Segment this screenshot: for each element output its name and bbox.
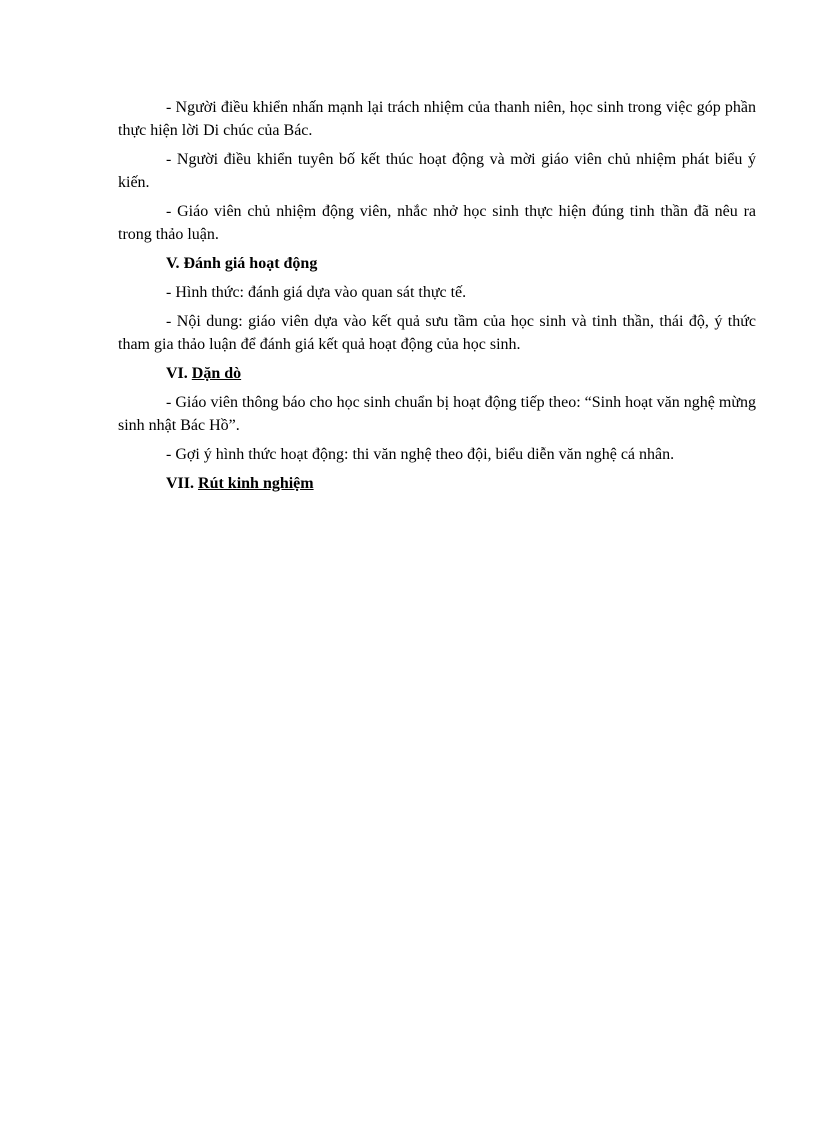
paragraph-evaluation-content: - Nội dung: giáo viên dựa vào kết quả sưu tầm của học sinh và tinh thần, thái độ, ý thức tham gia thảo luận để đánh giá kết quả hoạt động của học sinh. [118, 313, 756, 353]
section-vi-number: VI. [166, 365, 188, 382]
section-vi-heading [118, 362, 756, 385]
section-vii-heading [118, 472, 756, 495]
section-vii-number: VII. [166, 475, 195, 492]
paragraph-activity-suggestion: - Gợi ý hình thức hoạt động: thi văn nghệ theo đội, biểu diễn văn nghệ cá nhân. [166, 446, 675, 463]
paragraph-teacher-encouragement: - Giáo viên chủ nhiệm động viên, nhắc nhở học sinh thực hiện đúng tinh thần đã nêu ra trong thảo luận. [118, 203, 756, 243]
paragraph-leader-emphasis: - Người điều khiển nhấn mạnh lại trách nhiệm của thanh niên, học sinh trong việc góp phần thực hiện lời Di chúc của Bác. [118, 99, 756, 139]
section-vii-title: Rút kinh nghiệm [198, 475, 314, 492]
document-page [118, 96, 756, 501]
section-v-heading: V. Đánh giá hoạt động [166, 255, 318, 272]
section-vi-title: Dặn dò [191, 365, 242, 382]
paragraph-next-activity: - Giáo viên thông báo cho học sinh chuẩn bị hoạt động tiếp theo: “Sinh hoạt văn nghệ mừng sinh nhật Bác Hồ”. [118, 394, 756, 434]
paragraph-evaluation-form: - Hình thức: đánh giá dựa vào quan sát thực tế. [166, 284, 467, 301]
paragraph-leader-closing: - Người điều khiển tuyên bố kết thúc hoạt động và mời giáo viên chủ nhiệm phát biểu ý kiến. [118, 151, 756, 191]
